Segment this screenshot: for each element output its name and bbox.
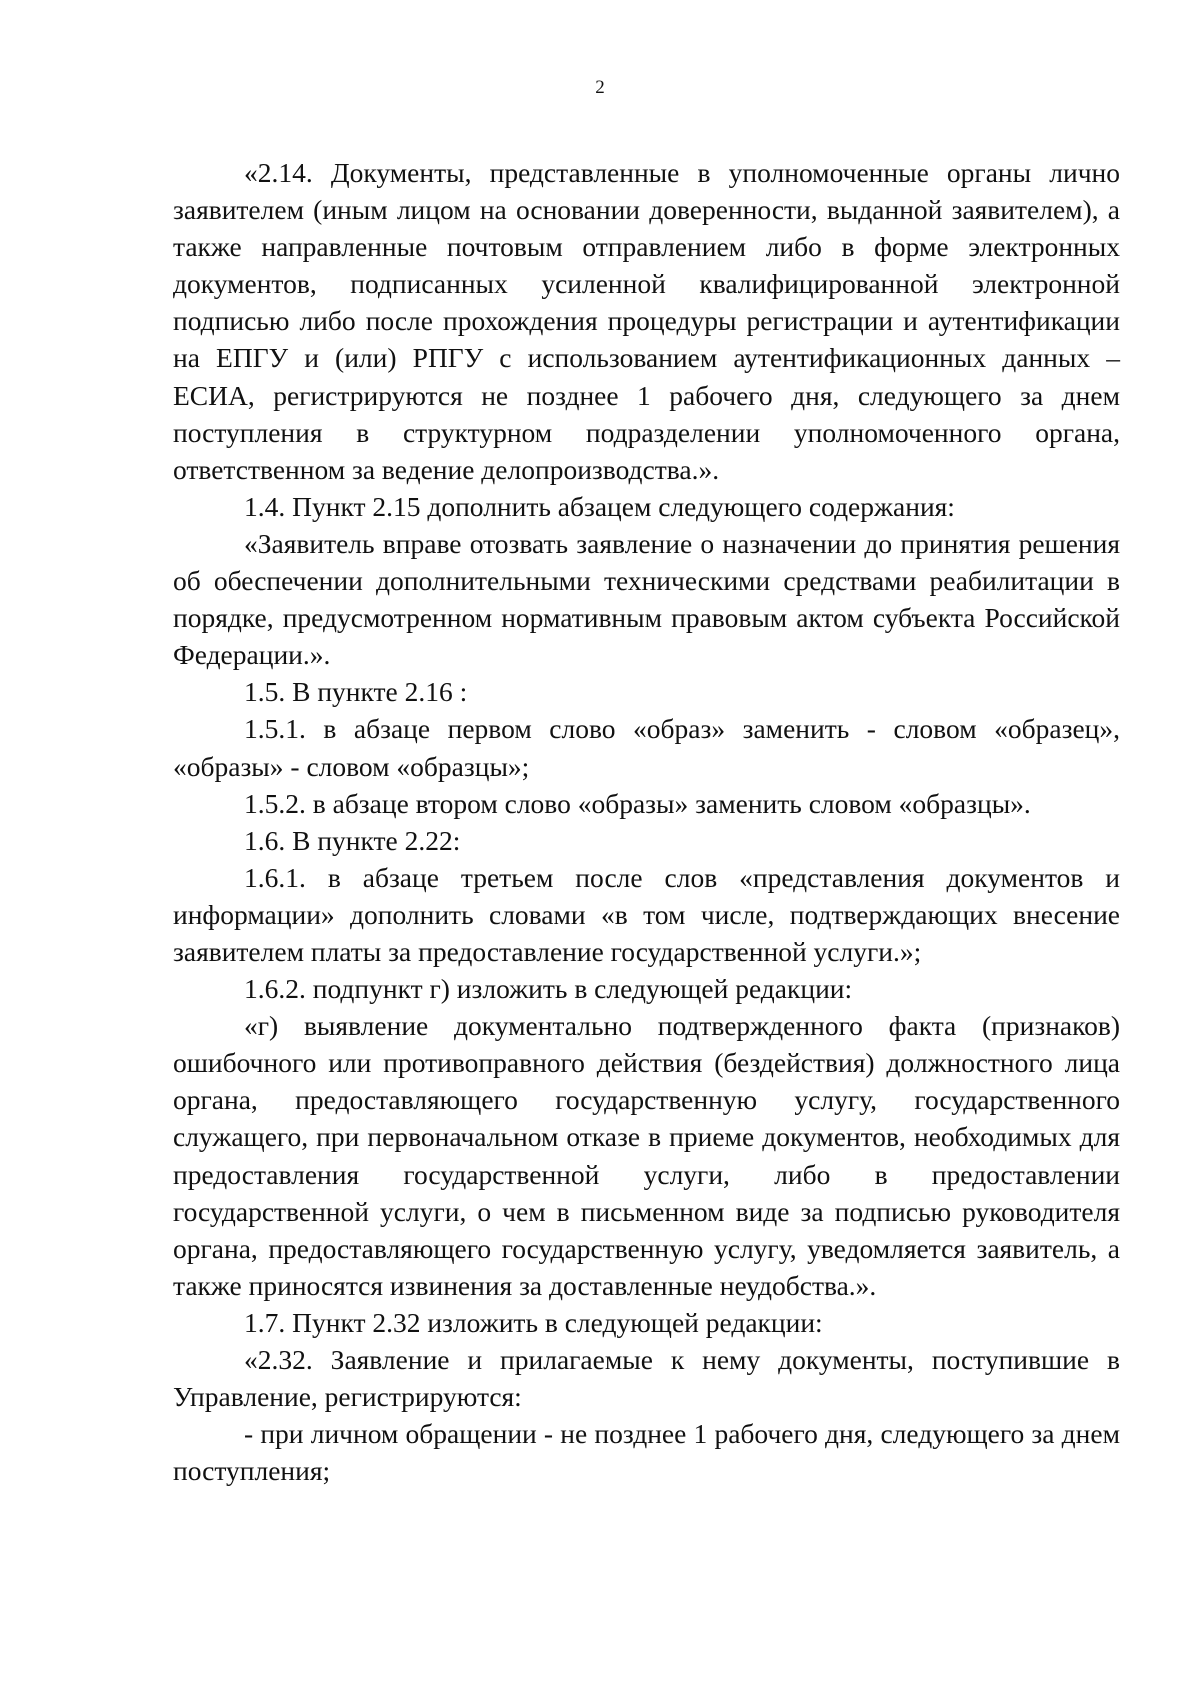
paragraph-subpoint-g: «г) выявление документально подтвержденного факта (признаков) ошибочного или противоправного действия (бездействия) должностного лица органа, предоставляющего государственную услугу, государственного служащего, при первоначальном отказе в приеме документов, необходимых для предоставления государственной услуги, либо в предоставлении государственной услуги, о чем в письменном виде за подписью руководителя органа, предоставляющего государственную услугу, уведомляется заявитель, а также приносятся извинения за доставленные неудобства.».	[173, 1010, 1120, 1301]
paragraph-1-7: 1.7. Пункт 2.32 изложить в следующей редакции:	[244, 1306, 823, 1338]
paragraph-1-6: 1.6. В пункте 2.22:	[244, 824, 461, 856]
paragraph-1-5-2: 1.5.2. в абзаце втором слово «образы» заменить словом «образцы».	[244, 787, 1031, 819]
paragraph-1-4: 1.4. Пункт 2.15 дополнить абзацем следующего содержания:	[244, 490, 955, 522]
paragraph-1-5-1: 1.5.1. в абзаце первом слово «образ» заменить - словом «образец», «образы» - словом «образцы»;	[173, 713, 1120, 782]
paragraph-1-6-2: 1.6.2. подпункт г) изложить в следующей редакции:	[244, 973, 853, 1005]
page-number: 2	[595, 77, 605, 98]
paragraph-2-15-addition: «Заявитель вправе отозвать заявление о назначении до принятия решения об обеспечении дополнительными техническими средствами реабилитации в порядке, предусмотренном нормативным правовым актом субъекта Российской Федерации.».	[173, 527, 1120, 671]
document-body	[173, 154, 1120, 1489]
paragraph-2-32: «2.32. Заявление и прилагаемые к нему документы, поступившие в Управление, регистрируются:	[173, 1344, 1120, 1413]
paragraph-2-14: «2.14. Документы, представленные в уполномоченные органы лично заявителем (иным лицом на основании доверенности, выданной заявителем), а также направленные почтовым отправлением либо в форме электронных документов, подписанных усиленной квалифицированной электронной подписью либо после прохождения процедуры регистрации и аутентификации на ЕПГУ и (или) РПГУ с использованием аутентификационных данных – ЕСИА, регистрируются не позднее 1 рабочего дня, следующего за днем поступления в структурном подразделении уполномоченного органа, ответственном за ведение делопроизводства.».	[173, 157, 1120, 485]
paragraph-1-6-1: 1.6.1. в абзаце третьем после слов «представления документов и информации» дополнить словами «в том числе, подтверждающих внесение заявителем платы за предоставление государственной услуги.»;	[173, 861, 1120, 967]
paragraph-personal-appeal: - при личном обращении - не позднее 1 рабочего дня, следующего за днем поступления;	[173, 1418, 1120, 1487]
paragraph-1-5: 1.5. В пункте 2.16 :	[244, 676, 468, 708]
